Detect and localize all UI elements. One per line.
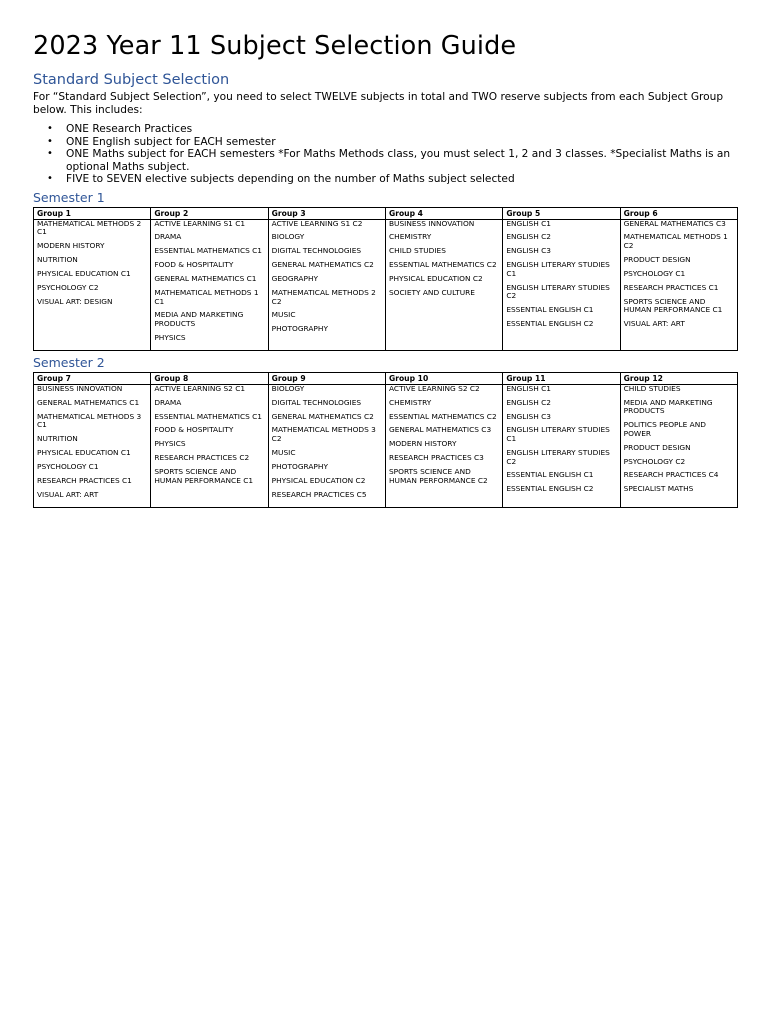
subject-item: ENGLISH C1 xyxy=(506,383,551,393)
table-row xyxy=(34,384,738,507)
subject-item: DIGITAL TECHNOLOGIES xyxy=(271,246,362,256)
subject-item: ACTIVE LEARNING S2 C2 xyxy=(388,383,480,393)
subject-item: RESEARCH PRACTICES C1 xyxy=(623,282,719,292)
subject-item: ESSENTIAL ENGLISH C1 xyxy=(506,470,594,480)
subject-item: BUSINESS INNOVATION xyxy=(388,218,475,228)
subject-item: PHOTOGRAPHY xyxy=(271,461,328,471)
subject-item: PRODUCT DESIGN xyxy=(623,254,691,264)
group-cell xyxy=(620,384,737,507)
subject-item: MUSIC xyxy=(271,447,296,457)
group-cell xyxy=(151,219,268,350)
subject-item: ESSENTIAL ENGLISH C2 xyxy=(506,484,594,494)
requirement-item: • ONE Research Practices xyxy=(66,123,735,136)
group-header: Group 5 xyxy=(503,207,620,219)
subject-item: SPORTS SCIENCE AND HUMAN PERFORMANCE C1 xyxy=(154,467,254,485)
subject-item: PSYCHOLOGY C2 xyxy=(623,456,686,466)
subject-item: PHYSICAL EDUCATION C2 xyxy=(388,274,483,284)
subject-item: DRAMA xyxy=(154,232,182,242)
subject-item: MATHEMATICAL METHODS 1 C1 xyxy=(154,287,259,306)
subject-item: BUSINESS INNOVATION xyxy=(37,383,123,393)
group-cell xyxy=(385,384,502,507)
table-header-row xyxy=(34,207,738,219)
document-page xyxy=(0,0,768,508)
subject-item: ACTIVE LEARNING S1 C1 xyxy=(154,218,246,228)
subject-item: CHILD STUDIES xyxy=(623,383,681,393)
subject-item: GEOGRAPHY xyxy=(271,274,319,284)
subject-item: SOCIETY AND CULTURE xyxy=(388,287,475,297)
subject-item: ENGLISH C1 xyxy=(506,218,551,228)
subject-item: RESEARCH PRACTICES C4 xyxy=(623,470,719,480)
requirements-list xyxy=(33,123,735,186)
subject-item: ACTIVE LEARNING S1 C2 xyxy=(271,218,363,228)
subject-item: MEDIA AND MARKETING PRODUCTS xyxy=(623,397,713,416)
group-cell xyxy=(268,384,385,507)
subject-item: GENERAL MATHEMATICS C2 xyxy=(271,260,374,270)
requirement-item: • ONE Maths subject for EACH semesters *For Maths Methods class, you must select 1, 2 and 3 classes. *Specialist Maths is an optional Maths subject. xyxy=(66,148,735,173)
subject-item: VISUAL ART: ART xyxy=(37,489,99,499)
subject-item: FOOD & HOSPITALITY xyxy=(154,260,234,270)
table-row xyxy=(34,219,738,350)
subject-item: MATHEMATICAL METHODS 2 C2 xyxy=(271,287,376,306)
subject-item: ESSENTIAL ENGLISH C2 xyxy=(506,319,594,329)
subject-item: GENERAL MATHEMATICS C3 xyxy=(623,218,726,228)
subject-item: DRAMA xyxy=(154,397,182,407)
subject-item: ESSENTIAL MATHEMATICS C1 xyxy=(154,246,263,256)
group-header: Group 8 xyxy=(151,372,268,384)
subject-item: ENGLISH C2 xyxy=(506,232,551,242)
group-cell xyxy=(503,219,620,350)
subject-item: CHILD STUDIES xyxy=(388,246,446,256)
subject-item: PHYSICS xyxy=(154,332,186,342)
subject-item: GENERAL MATHEMATICS C1 xyxy=(154,274,257,284)
subject-item: MODERN HISTORY xyxy=(388,439,457,449)
group-cell xyxy=(34,219,151,350)
subject-item: SPECIALIST MATHS xyxy=(623,484,694,494)
subject-item: NUTRITION xyxy=(37,254,78,264)
subject-item: PHOTOGRAPHY xyxy=(271,324,328,334)
subject-item: NUTRITION xyxy=(37,434,78,444)
subject-item: RESEARCH PRACTICES C1 xyxy=(37,475,132,485)
subject-item: MODERN HISTORY xyxy=(37,240,105,250)
group-header: Group 3 xyxy=(268,207,385,219)
table-header-row xyxy=(34,372,738,384)
subject-item: SPORTS SCIENCE AND HUMAN PERFORMANCE C1 xyxy=(623,296,723,315)
subject-item: PHYSICAL EDUCATION C2 xyxy=(271,475,366,485)
subject-item: MATHEMATICAL METHODS 3 C1 xyxy=(37,411,142,430)
requirement-item: • FIVE to SEVEN elective subjects depending on the number of Maths subject selected xyxy=(66,173,735,186)
group-header: Group 10 xyxy=(385,372,502,384)
subject-item: RESEARCH PRACTICES C3 xyxy=(388,453,484,463)
group-header: Group 2 xyxy=(151,207,268,219)
subject-item: PHYSICAL EDUCATION C1 xyxy=(37,268,131,278)
group-cell xyxy=(385,219,502,350)
group-cell xyxy=(268,219,385,350)
subject-item: BIOLOGY xyxy=(271,383,305,393)
subject-item: VISUAL ART: ART xyxy=(623,319,685,329)
subject-item: PSYCHOLOGY C1 xyxy=(37,461,99,471)
subject-item: PSYCHOLOGY C2 xyxy=(37,282,99,292)
group-cell xyxy=(503,384,620,507)
subject-item: GENERAL MATHEMATICS C2 xyxy=(271,411,374,421)
semester-1-heading: Semester 1 xyxy=(33,189,105,205)
subject-item: DIGITAL TECHNOLOGIES xyxy=(271,397,362,407)
requirement-item: • ONE English subject for EACH semester xyxy=(66,136,735,149)
subject-item: FOOD & HOSPITALITY xyxy=(154,425,234,435)
group-header: Group 11 xyxy=(503,372,620,384)
subject-item: PHYSICAL EDUCATION C1 xyxy=(37,447,131,457)
subject-item: PHYSICS xyxy=(154,439,186,449)
subject-item: ESSENTIAL MATHEMATICS C1 xyxy=(154,411,263,421)
subject-item: ENGLISH C3 xyxy=(506,411,551,421)
subject-item: ENGLISH LITERARY STUDIES C2 xyxy=(506,447,610,466)
document-title: 2023 Year 11 Subject Selection Guide xyxy=(33,31,517,61)
subject-item: GENERAL MATHEMATICS C1 xyxy=(37,397,140,407)
subject-item: BIOLOGY xyxy=(271,232,305,242)
group-header: Group 6 xyxy=(620,207,737,219)
subject-item: RESEARCH PRACTICES C5 xyxy=(271,489,367,499)
subject-item: SPORTS SCIENCE AND HUMAN PERFORMANCE C2 xyxy=(388,467,488,485)
subject-item: ENGLISH LITERARY STUDIES C2 xyxy=(506,282,610,301)
subject-item: ESSENTIAL MATHEMATICS C2 xyxy=(388,260,497,270)
group-cell xyxy=(34,384,151,507)
subject-item: MUSIC xyxy=(271,310,296,320)
group-header: Group 12 xyxy=(620,372,737,384)
subject-item: ESSENTIAL ENGLISH C1 xyxy=(506,305,594,315)
subject-item: MEDIA AND MARKETING PRODUCTS xyxy=(154,310,244,329)
group-header: Group 7 xyxy=(34,372,151,384)
group-cell xyxy=(151,384,268,507)
subject-item: ESSENTIAL MATHEMATICS C2 xyxy=(388,411,497,421)
subject-item: VISUAL ART: DESIGN xyxy=(37,296,113,306)
subject-item: PSYCHOLOGY C1 xyxy=(623,268,686,278)
subject-item: ENGLISH C2 xyxy=(506,397,551,407)
subject-item: MATHEMATICAL METHODS 3 C2 xyxy=(271,425,376,444)
subject-item: ENGLISH LITERARY STUDIES C1 xyxy=(506,260,610,278)
subject-item: ACTIVE LEARNING S2 C1 xyxy=(154,383,246,393)
group-header: Group 1 xyxy=(34,207,151,219)
subject-item: POLITICS PEOPLE AND POWER xyxy=(623,420,706,438)
subject-item: ENGLISH LITERARY STUDIES C1 xyxy=(506,425,610,444)
group-cell xyxy=(620,219,737,350)
intro-paragraph: For “Standard Subject Selection”, you need to select TWELVE subjects in total and TWO reserve subjects from each Subject Group below. This includes: xyxy=(33,91,724,116)
section-heading: Standard Subject Selection xyxy=(33,72,230,88)
semester-2-heading: Semester 2 xyxy=(33,354,105,370)
subject-item: RESEARCH PRACTICES C2 xyxy=(154,453,250,463)
subject-item: GENERAL MATHEMATICS C3 xyxy=(388,425,492,435)
subject-item: MATHEMATICAL METHODS 1 C2 xyxy=(623,232,728,250)
subject-item: CHEMISTRY xyxy=(388,397,432,407)
group-header: Group 4 xyxy=(385,207,502,219)
semester-1-table xyxy=(33,207,738,351)
semester-2-table xyxy=(33,372,738,508)
subject-item: CHEMISTRY xyxy=(388,232,432,242)
subject-item: PRODUCT DESIGN xyxy=(623,442,691,452)
group-header: Group 9 xyxy=(268,372,385,384)
subject-item: ENGLISH C3 xyxy=(506,246,551,256)
subject-item: MATHEMATICAL METHODS 2 C1 xyxy=(37,218,142,237)
